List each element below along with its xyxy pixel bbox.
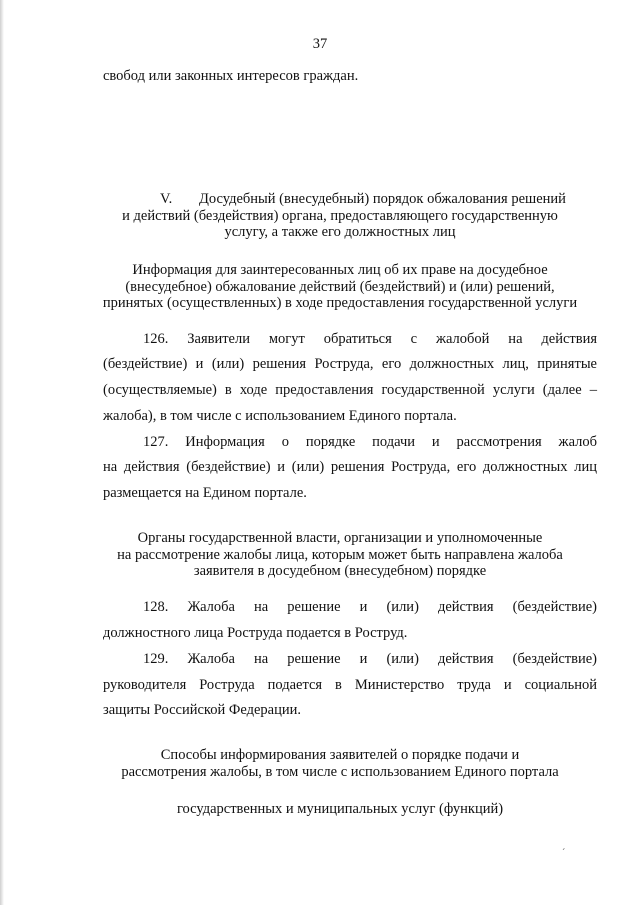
section-title-line: и действий (бездействия) органа, предоставляющего государственную [122, 207, 558, 224]
section-numeral: V. [160, 191, 173, 207]
continuation-line: свобод или законных интересов граждан. [103, 68, 359, 84]
section-v-heading [80, 191, 600, 241]
para-128-line: должностного лица Роструда подается в Роструд. [103, 625, 408, 641]
section-title-line: Досудебный (внесудебный) порядок обжалования решений [199, 191, 566, 207]
heading-line: принятых (осуществленных) в ходе предоставления государственной услуги [102, 295, 578, 311]
heading-line: рассмотрения жалобы, в том числе с использованием Единого портала [121, 763, 559, 780]
methods-heading-continued: государственных и муниципальных услуг (функций) [176, 801, 504, 817]
page-number: 37 [312, 36, 328, 52]
heading-line: Способы информирования заявителей о порядке подачи и [160, 747, 520, 763]
methods-heading [80, 747, 600, 780]
organs-heading [80, 530, 600, 580]
info-heading [80, 262, 600, 312]
heading-line: (внесудебное) обжалование действий (бездействий) и (или) решений, [125, 278, 555, 295]
heading-line: на рассмотрение жалобы лица, которым может быть направлена жалоба [117, 546, 563, 563]
para-126-line: (бездействие) и (или) решения Роструда, его должностных лиц, принятые [103, 356, 597, 372]
scan-left-edge [0, 0, 4, 905]
para-126-line: 126. Заявители могут обратиться с жалобой на действия [143, 331, 597, 347]
para-128-line: 128. Жалоба на решение и (или) действия (бездействие) [143, 599, 597, 615]
scan-speck: ´ [562, 848, 566, 859]
para-129-line: 129. Жалоба на решение и (или) действия (бездействие) [143, 651, 597, 667]
heading-line: Органы государственной власти, организации и уполномоченные [137, 530, 543, 546]
section-title-line: услугу, а также его должностных лиц [224, 224, 456, 240]
heading-line: заявителя в досудебном (внесудебном) порядке [193, 563, 487, 579]
para-126-line: (осуществляемые) в ходе предоставления государственной услуги (далее – [103, 382, 597, 398]
para-126-line: жалоба), в том числе с использованием Единого портала. [103, 408, 457, 424]
para-127-line: на действия (бездействие) и (или) решения Роструда, его должностных лиц [103, 459, 597, 475]
heading-line: Информация для заинтересованных лиц об их праве на досудебное [132, 262, 548, 278]
para-127-line: 127. Информация о порядке подачи и рассмотрения жалоб [143, 434, 597, 450]
para-127-line: размещается на Едином портале. [103, 485, 307, 501]
para-129-line: руководителя Роструда подается в Министерство труда и социальной [103, 677, 597, 693]
para-129-line: защиты Российской Федерации. [103, 702, 301, 718]
